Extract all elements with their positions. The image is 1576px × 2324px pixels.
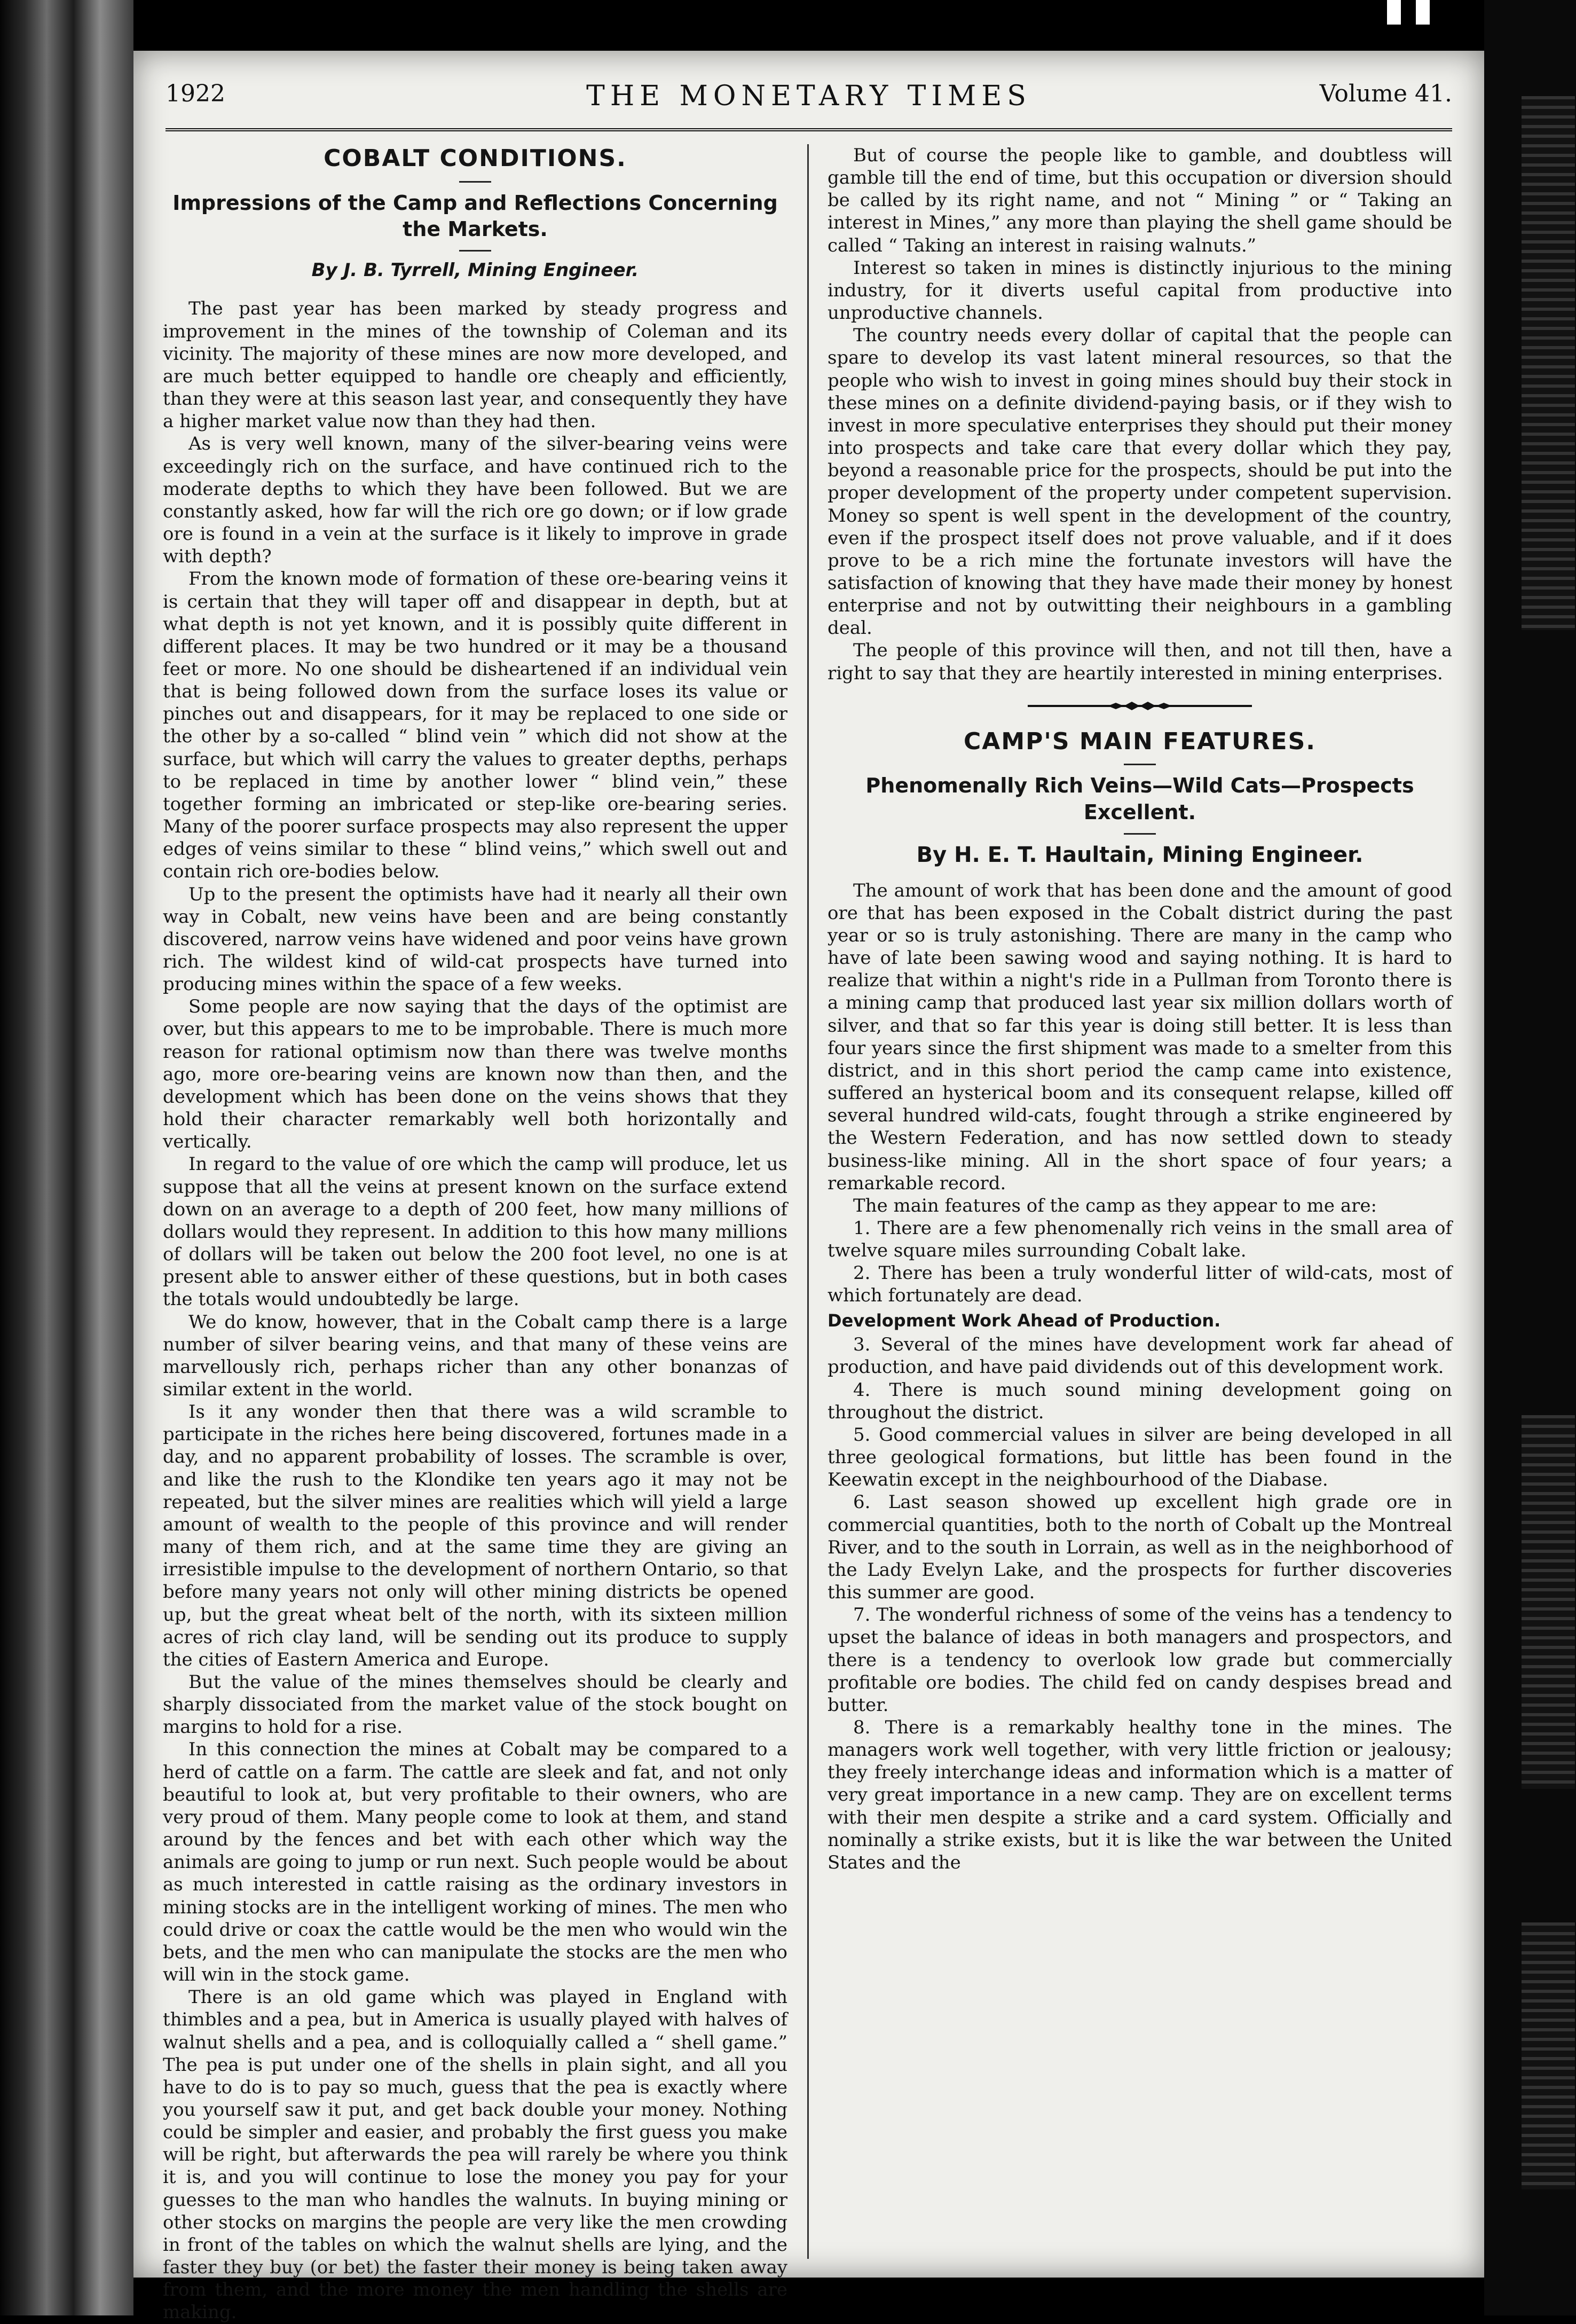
section-subhead: Development Work Ahead of Production. <box>828 1310 1221 1331</box>
adjacent-page-text-fragment <box>1522 96 1575 630</box>
article-title: COBALT CONDITIONS. <box>324 145 627 172</box>
title-rule <box>1124 764 1156 765</box>
newspaper-page <box>133 51 1484 2323</box>
paragraph: In regard to the value of ore which the camp will produce, let us suppose that all the veins at present known on the surface extend down on an average to a depth of 200 feet, how many millions of dollars would they represent. In addition to this how many millions of dollars will be taken out below the 200 foot level, no one is at present able to answer either of these questions, but in both cases the totals would undoubtedly be large. <box>163 1153 787 1310</box>
list-item: 1. There are a few phenomenally rich veins in the small area of twelve square miles surrounding Cobalt lake. <box>828 1218 1452 1262</box>
article-byline: By J. B. Tyrrell, Mining Engineer. <box>311 260 639 281</box>
paragraph: Interest so taken in mines is distinctly injurious to the mining industry, for it diverts useful capital from productive into unproductive channels. <box>828 257 1452 324</box>
list-item: 2. There has been a truly wonderful litter of wild-cats, most of which fortunately are dead. <box>828 1262 1452 1307</box>
adjacent-page-edge <box>1484 0 1576 2315</box>
adjacent-page-text-fragment <box>1522 1922 1575 2189</box>
book-binding-edge <box>0 0 133 2315</box>
paragraph: The past year has been marked by steady progress and improvement in the mines of the township of Coleman and its vicinity. The majority of these mines are now more developed, and are much better equipped to handle ore cheaply and efficiently, than they were at this season last year, and consequently they have a higher market value now than they had then. <box>163 298 787 433</box>
paragraph-continued: There is an old game which was played in England with thimbles and a pea, but in America is usually played with halves of walnut shells and a pea, and is colloquially called a “ shell game.” The pea is put under one of the shells in plain sight, and all you have to do is to pay so much, guess that the pea is exactly where you yourself saw it put, and get back double your money. Nothing could be simpler and easier, and probably the first guess you make will be right, but afterwards the pea will rarely be where you think it is, and you will continue to lose the money you pay for your guesses to the man who handles the walnuts. In buying mining or other stocks on margins the people are very like the men crowding in front of the tables on which the walnut shells are lying, and the faster they buy (or bet) the faster their money is being taken away from them, and the more money the men handling the shells are making. <box>163 1987 787 2323</box>
masthead: THE MONETARY TIMES <box>586 80 1031 112</box>
adjacent-page-text-fragment <box>1522 1415 1575 1789</box>
title-rule <box>459 181 491 183</box>
article-subtitle: Phenomenally Rich Veins—Wild Cats—Prospects Excellent. <box>865 774 1414 824</box>
paragraph: From the known mode of formation of these ore-bearing veins it is certain that they will taper off and disappear in depth, but at what depth is not yet known, and it is possibly quite different in different places. It may be two hundred or it may be a thousand feet or more. No one should be disheartened if an individual vein that is being followed down from the surface loses its value or pinches out and disappears, for it may be replaced to one side or the other by a so-called “ blind vein ” which did not show at the surface, but which will carry the values to greater depths, perhaps to be replaced in time by another lower “ blind vein,” these together forming an imbricated or step-like ore-bearing series. Many of the poorer surface prospects may also represent the upper edges of veins similar to these “ blind veins,” which swell out and contain rich ore-bodies below. <box>163 568 787 883</box>
ornament-divider <box>1028 701 1252 711</box>
volume-label: Volume 41. <box>1319 80 1452 107</box>
film-marker <box>1387 0 1401 25</box>
film-marker <box>1416 0 1430 25</box>
paragraph: The amount of work that has been done and the amount of good ore that has been exposed in the Cobalt district during the past year or so is truly astonishing. There are many in the camp who have of late been sawing wood and saying nothing. It is hard to realize that within a night's ride in a Pullman from Toronto there is a mining camp that produced last year six million dollars worth of silver, and that so far this year is doing still better. It is less than four years since the first shipment was made to a smelter from this district, and in this short period the camp came into existence, suffered an hysterical boom and its consequent relapse, killed off several hundred wild-cats, fought through a strike engineered by the Western Federation, and has now settled down to steady business-like mining. All in the short space of four years; a remarkable record. <box>828 880 1452 1194</box>
paragraph: The country needs every dollar of capital that the people can spare to develop its vast latent mineral resources, so that the people who wish to invest in going mines should buy their stock in these mines on a definite dividend-paying basis, or if they wish to invest in more speculative enterprises they should put their money into prospects and take care that every dollar which they pay, beyond a reasonable price for the prospects, should be put into the proper development of the property under competent supervision. Money so spent is well spent in the development of the country, even if the prospect itself does not prove valuable, and if it does prove to be a rich mine the fortunate investors will have the satisfaction of knowing that they have made their money by honest enterprise and not by outwitting their neighbours in a gambling deal. <box>828 325 1452 639</box>
paragraph: Is it any wonder then that there was a wild scramble to participate in the riches here being discovered, fortunes made in a day, and no apparent probability of losses. The scramble is over, and like the rush to the Klondike ten years ago it may not be repeated, but the silver mines are realities which will yield a large amount of wealth to the people of this province and will render many of them rich, and at the same time they are giving an irresistible impulse to the development of northern Ontario, so that before many years not only will other mining districts be opened up, but the great wheat belt of the north, with its sixteen million acres of rich clay land, will be sending out its produce to supply the cities of Eastern America and Europe. <box>163 1401 787 1670</box>
paragraph: But the value of the mines themselves should be clearly and sharply dissociated from the market value of the stock bought on margins to hold for a rise. <box>163 1671 787 1738</box>
page-number: 1922 <box>166 80 225 107</box>
column-right <box>828 144 1452 2259</box>
paragraph: Some people are now saying that the days of the optimist are over, but this appears to me to be improbable. There is much more reason for rational optimism now than there was twelve months ago, more ore-bearing veins are known now than then, and the development which has been done on the veins shows that they hold their character remarkably well both horizontally and vertically. <box>163 996 787 1153</box>
paragraph: We do know, however, that in the Cobalt camp there is a large number of silver bearing veins, and that many of these veins are marvellously rich, perhaps richer than any other bonanzas of similar extent in the world. <box>163 1311 787 1400</box>
column-divider <box>807 144 809 2259</box>
list-item: 5. Good commercial values in silver are being developed in all three geological formations, but little has been found in the Keewatin except in the neighbourhood of the Diabase. <box>828 1424 1452 1491</box>
subtitle-rule <box>1124 833 1156 835</box>
list-item: 8. There is a remarkably healthy tone in the mines. The managers work well together, with very little friction or jealousy; they freely interchange ideas and information which is a matter of very great importance in a new camp. They are on excellent terms with their men despite a strike and a card system. Officially and nominally a strike exists, but it is like the war between the United States and the <box>828 1716 1452 1873</box>
list-item: 3. Several of the mines have development work far ahead of production, and have paid dividends out of this development work. <box>828 1334 1452 1378</box>
paragraph: Up to the present the optimists have had it nearly all their own way in Cobalt, new veins have been and are being constantly discovered, narrow veins have widened and poor veins have grown rich. The wildest kind of wild-cat prospects have turned into producing mines within the space of a few weeks. <box>163 883 787 995</box>
list-item: 6. Last season showed up excellent high grade ore in commercial quantities, both to the north of Cobalt up the Montreal River, and to the south in Lorrain, as well as in the neighborhood of the Lady Evelyn Lake, and the prospects for further discoveries this summer are good. <box>828 1491 1452 1604</box>
list-item: 7. The wonderful richness of some of the veins has a tendency to upset the balance of ideas in both managers and prospectors, and there is a tendency to overlook low grade but commercially profitable ore bodies. The child fed on candy despises bread and butter. <box>828 1604 1452 1716</box>
page-header <box>166 80 1452 131</box>
paragraph: In this connection the mines at Cobalt may be compared to a herd of cattle on a farm. The cattle are sleek and fat, and not only beautiful to look at, but very profitable to their owners, who are very proud of them. Many people come to look at them, and stand around by the fences and bet with each other which way the animals are going to jump or run next. Such people would be about as much interested in cattle raising as the ordinary investors in mining stocks are in the intelligent working of mines. The men who could drive or coax the cattle would be the men who would win the bets, and the men who can manipulate the stocks are the men who will win in the stock game. <box>163 1739 787 1986</box>
paragraph: As is very well known, many of the silver-bearing veins were exceedingly rich on the surface, and have continued rich to the moderate depths to which they have been followed. But we are constantly asked, how far will the rich ore go down; or if low grade ore is found in a vein at the surface is it likely to improve in grade with depth? <box>163 433 787 568</box>
subtitle-rule <box>459 250 491 252</box>
article-title: CAMP'S MAIN FEATURES. <box>963 727 1317 755</box>
paragraph: But of course the people like to gamble, and doubtless will gamble till the end of time, but this occupation or diversion should be called by its right name, and not “ Mining ” or “ Taking an interest in Mines,” any more than playing the shell game should be called “ Taking an interest in raising walnuts.” <box>828 145 1452 256</box>
list-item: 4. There is much sound mining development going on throughout the district. <box>828 1379 1452 1423</box>
article-subtitle: Impressions of the Camp and Reflections Concerning the Markets. <box>172 191 778 241</box>
article-byline: By H. E. T. Haultain, Mining Engineer. <box>916 843 1364 868</box>
paragraph: The people of this province will then, and not till then, have a right to say that they are heartily interested in mining enterprises. <box>828 640 1452 684</box>
paragraph: The main features of the camp as they appear to me are: <box>853 1195 1377 1216</box>
column-left <box>163 144 787 2323</box>
